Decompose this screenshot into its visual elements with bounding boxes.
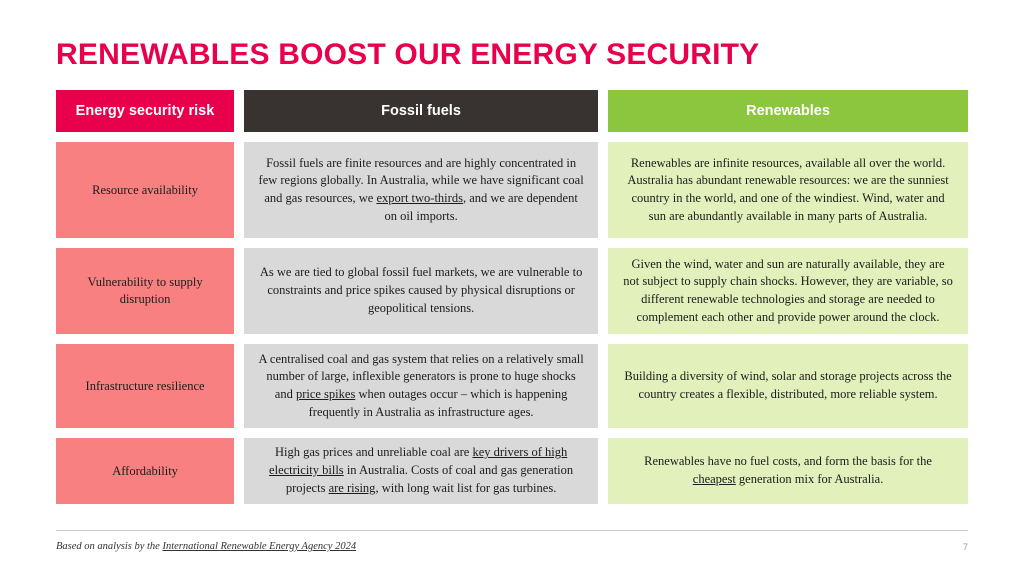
renewables-cell: Given the wind, water and sun are naturally available, they are not subject to supply chain shocks. However, they are variable, so different renewable technologies and storage are needed to complement each other and provide power around the clock.: [608, 248, 968, 334]
risk-label: Infrastructure resilience: [56, 344, 234, 428]
header-renewables: Renewables: [608, 90, 968, 132]
risk-label: Vulnerability to supply disruption: [56, 248, 234, 334]
footnote-prefix: Based on analysis by the: [56, 541, 163, 552]
risk-label: Affordability: [56, 438, 234, 504]
page-title: RENEWABLES BOOST OUR ENERGY SECURITY: [56, 38, 760, 71]
table-row: [56, 248, 968, 334]
footer-divider: [56, 530, 968, 531]
renewables-cell: Renewables have no fuel costs, and form the basis for the cheapest generation mix for Australia.: [608, 438, 968, 504]
fossil-cell: As we are tied to global fossil fuel markets, we are vulnerable to constraints and price spikes caused by physical disruptions or geopolitical tensions.: [244, 248, 598, 334]
table-row: [56, 438, 968, 504]
header-fossil-fuels: Fossil fuels: [244, 90, 598, 132]
fossil-cell: A centralised coal and gas system that relies on a relatively small number of large, inflexible generators is prone to huge shocks and price spikes when outages occur – which is happening frequently in Australia as infrastructure ages.: [244, 344, 598, 428]
table-header-row: [56, 90, 968, 132]
fossil-cell: Fossil fuels are finite resources and are highly concentrated in few regions globally. In Australia, while we have significant coal and gas resources, we export two-thirds, and we are dependent on oil imports.: [244, 142, 598, 238]
footnote-link[interactable]: International Renewable Energy Agency 2024: [162, 541, 357, 552]
renewables-cell: Building a diversity of wind, solar and storage projects across the country creates a flexible, distributed, more reliable system.: [608, 344, 968, 428]
renewables-cell: Renewables are infinite resources, available all over the world. Australia has abundant renewable resources: we are the sunniest country in the world, and one of the windiest. Wind, water and sun are abundantly available in many parts of Australia.: [608, 142, 968, 238]
comparison-table: [56, 90, 968, 514]
source-footnote: [56, 541, 356, 552]
table-row: [56, 344, 968, 428]
table-row: [56, 142, 968, 238]
risk-label: Resource availability: [56, 142, 234, 238]
header-energy-security-risk: Energy security risk: [56, 90, 234, 132]
fossil-cell: High gas prices and unreliable coal are key drivers of high electricity bills in Australia. Costs of coal and gas generation projects are rising, with long wait list for gas turbines.: [244, 438, 598, 504]
page-number: 7: [962, 542, 968, 553]
